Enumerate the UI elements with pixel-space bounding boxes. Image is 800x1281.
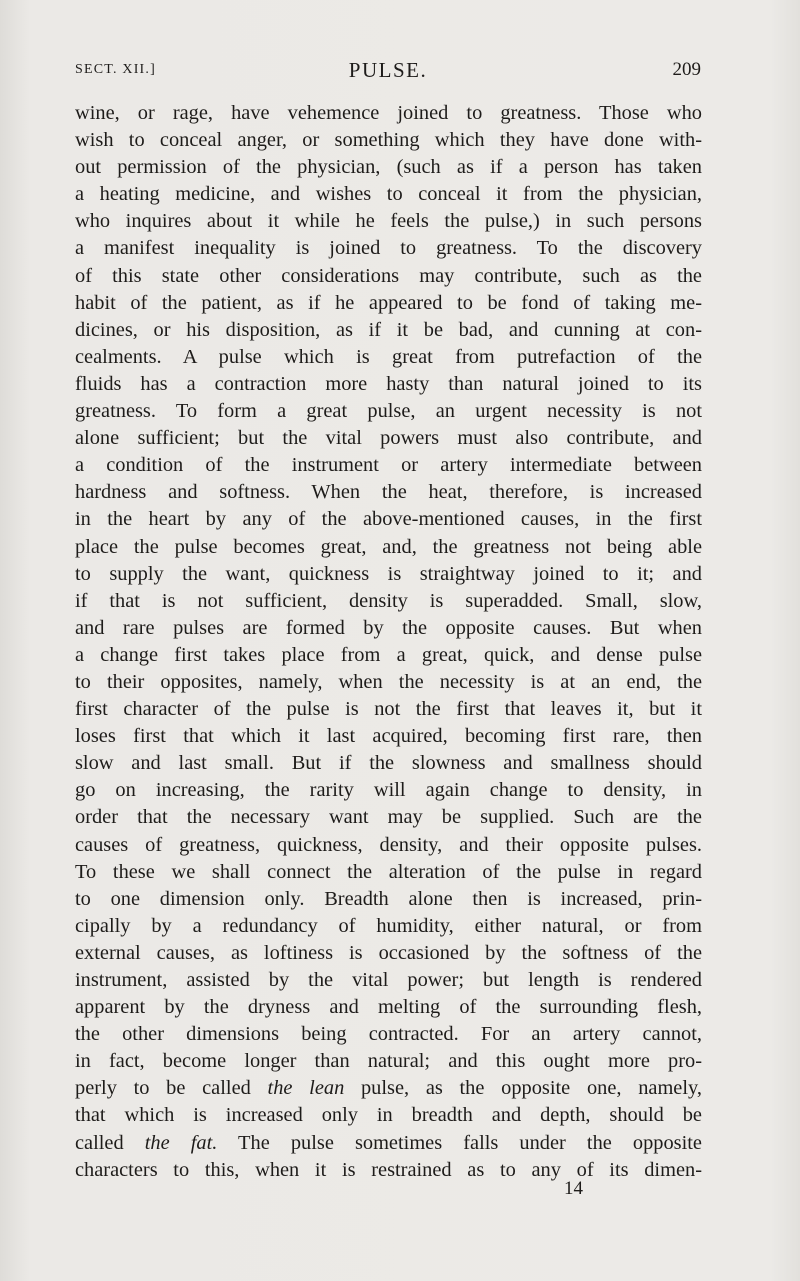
text-line: wine, or rage, have vehemence joined to greatness. Those who [75, 102, 702, 124]
text-line: order that the necessary want may be supplied. Such are the [75, 806, 702, 829]
running-title: PULSE. [348, 58, 428, 82]
text-line: dicines, or his disposition, as if it be bad, and cunning at con- [75, 318, 702, 341]
text-line: fluids has a contraction more hasty than natural joined to its [75, 372, 702, 395]
text-line: that which is increased only in breadth and depth, should be [75, 1104, 702, 1127]
line-text: The pulse sometimes falls under the opposite [217, 1131, 702, 1154]
text-line: external causes, as loftiness is occasioned by the softness of the [75, 941, 702, 964]
text-line: greatness. To form a great pulse, an urgent necessity is not [75, 400, 702, 423]
text-line: if that is not sufficient, density is superadded. Small, slow, [75, 589, 702, 612]
text-line: first character of the pulse is not the first that leaves it, but it [75, 698, 702, 721]
signature-mark: 14 [564, 1178, 583, 1199]
text-line: out permission of the physician, (such as if a person has taken [75, 156, 702, 179]
text-line: apparent by the dryness and melting of the surrounding flesh, [75, 996, 702, 1019]
text-line: and rare pulses are formed by the opposite causes. But when [75, 616, 702, 639]
section-label: SECT. XII.] [75, 62, 156, 77]
line-text: called [75, 1131, 145, 1154]
italic-term-fat: the fat. [144, 1131, 218, 1154]
text-line: slow and last small. But if the slowness and smallness should [75, 752, 702, 775]
text-line: hardness and softness. When the heat, therefore, is increased [75, 481, 702, 504]
text-line: to supply the want, quickness is straightway joined to it; and [75, 562, 702, 585]
text-line: loses first that which it last acquired, becoming first rare, then [75, 725, 702, 748]
text-line: place the pulse becomes great, and, the greatness not being able [75, 535, 702, 558]
text-line: in fact, become longer than natural; and this ought more pro- [75, 1050, 702, 1073]
text-line: of this state other considerations may contribute, such as the [75, 264, 702, 287]
body-text [75, 100, 702, 1184]
text-line: who inquires about it while he feels the pulse,) in such persons [75, 210, 702, 233]
line-text: perly to be called [75, 1077, 268, 1100]
text-line: a change first takes place from a great, quick, and dense pulse [75, 643, 702, 666]
text-line: causes of greatness, quickness, density, and their opposite pulses. [75, 833, 702, 856]
text-line: cipally by a redundancy of humidity, either natural, or from [75, 914, 702, 937]
text-line: a heating medicine, and wishes to conceal it from the physician, [75, 183, 702, 206]
text-line: To these we shall connect the alteration of the pulse in regard [75, 860, 702, 883]
text-line: to one dimension only. Breadth alone then is increased, prin- [75, 887, 702, 910]
text-line: a condition of the instrument or artery intermediate between [75, 454, 702, 477]
running-header [75, 58, 701, 86]
text-line: cealments. A pulse which is great from putrefaction of the [75, 345, 702, 368]
text-line: wish to conceal anger, or something which they have done with- [75, 129, 702, 152]
text-line: go on increasing, the rarity will again change to density, in [75, 779, 702, 802]
text-line-with-italic [75, 1130, 702, 1157]
text-line: the other dimensions being contracted. For an artery cannot, [75, 1023, 702, 1046]
text-line-with-italic [75, 1075, 702, 1102]
text-line: a manifest inequality is joined to greatness. To the discovery [75, 237, 702, 260]
text-line: alone sufficient; but the vital powers must also contribute, and [75, 427, 702, 450]
text-line: habit of the patient, as if he appeared to be fond of taking me- [75, 291, 702, 314]
page-number: 209 [672, 59, 701, 80]
line-text: pulse, as the opposite one, namely, [344, 1077, 702, 1100]
italic-term-lean: the lean [267, 1077, 345, 1100]
text-line: characters to this, when it is restrained as to any of its dimen- [75, 1158, 702, 1181]
text-line: instrument, assisted by the vital power; but length is rendered [75, 969, 702, 991]
text-line: in the heart by any of the above-mentioned causes, in the first [75, 508, 702, 531]
text-line: to their opposites, namely, when the necessity is at an end, the [75, 670, 702, 693]
